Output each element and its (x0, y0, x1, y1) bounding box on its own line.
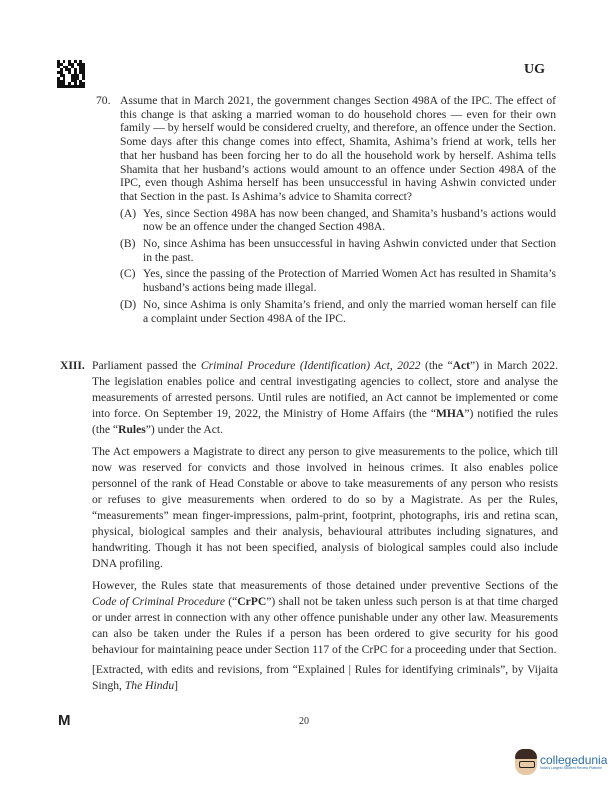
defined-term: CrPC (237, 595, 267, 608)
page-number: 20 (299, 716, 309, 727)
question-number: 70. (96, 94, 111, 107)
option-a (120, 207, 556, 234)
code-name: Code of Criminal Procedure (92, 595, 226, 608)
text: ”) under the Act. (145, 423, 224, 436)
mascot-icon (515, 749, 537, 775)
option-label: (B) (120, 237, 136, 251)
datamatrix-barcode-icon (57, 60, 85, 88)
option-c (120, 267, 556, 294)
paper-code-label: UG (524, 62, 545, 77)
question-stem: Assume that in March 2021, the government changes Section 498A of the IPC. The effect of this change is that asking a married woman to do household chores — even for their own family — by herself would be considered cruelty, and therefore, an offence under the Section. Some days after this change comes into effect, Shamita, Ashima’s friend at work, tells her that her husband has been forcing her to do all the household work by herself. Ashima tells Shamita that her husband’s actions would amount to an offence under Section 498A of the IPC, even though Ashima herself has been unsuccessful in having Ashwin convicted under that Section in the past. Is Ashima’s advice to Shamita correct? (120, 94, 556, 203)
passage-paragraph-1 (92, 358, 558, 438)
option-label: (C) (120, 267, 136, 281)
text: [Extracted, with edits and revisions, from “Explained | Rules for identifying criminals”, by Vijaita Singh, (92, 663, 558, 692)
text: ”) notified the rules (the “ (92, 407, 558, 436)
passage-paragraph-2: The Act empowers a Magistrate to direct any person to give measurements to the police, which till now was reserved for convicts and those involved in heinous crimes. It also enables police personnel of the rank of Head Constable or above to take measurements of any person who resists or refuses to give measurements when ordered to do so by a Magistrate. As per the Rules, “measurements” mean finger-impressions, palm-print, footprint, photographs, iris and retina scan, physical, biological samples and their analysis, behavioural attributes including signatures, and handwriting. Though it has not been specified, analysis of biological samples could also include DNA profiling. (92, 445, 558, 570)
option-text: Yes, since Section 498A has now been changed, and Shamita’s husband’s actions would now be an offence under the changed Section 498A. (143, 206, 556, 234)
defined-term: Rules (118, 423, 146, 436)
option-d (120, 298, 556, 325)
text: However, the Rules state that measurements of those detained under preventive Sections of the (92, 579, 558, 592)
question-70 (96, 94, 556, 325)
text: Parliament passed the (92, 359, 201, 372)
watermark-tagline: India's Largest Student Review Platform (540, 766, 603, 770)
option-text: Yes, since the passing of the Protection of Married Women Act has resulted in Shamita’s husband’s actions being made illegal. (143, 267, 556, 295)
text: (the “ (420, 359, 453, 372)
defined-term: MHA (435, 407, 465, 420)
citation (92, 662, 558, 694)
option-text: No, since Ashima has been unsuccessful in having Ashwin convicted under that Section in the past. (143, 237, 556, 264)
booklet-code: M (58, 712, 71, 729)
watermark-brand: collegedunia (540, 753, 608, 767)
collegedunia-watermark (515, 749, 607, 775)
passage-xiii (60, 358, 558, 700)
text: (“ (225, 595, 238, 608)
defined-term: Act (452, 359, 471, 372)
passage-paragraph-3 (92, 578, 558, 658)
text: ] (174, 679, 179, 692)
option-b (120, 237, 556, 264)
act-name: Criminal Procedure (Identification) Act, 2022 (200, 359, 421, 372)
option-label: (D) (120, 297, 137, 311)
source-name: The Hindu (124, 679, 175, 692)
option-label: (A) (120, 206, 137, 220)
text: ”) shall not be taken unless such person is at that time charged or under arrest in connection with any other offence punishable under any other law. Measurements can also be taken under the Rules if a person has been ordered to give security for his good behaviour for maintaining peace under Section 117 of the CrPC for a proceeding under that Section. (92, 595, 558, 656)
option-text: No, since Ashima is only Shamita’s friend, and only the married woman herself can file a complaint under Section 498A of the IPC. (143, 297, 556, 325)
passage-numeral: XIII. (60, 359, 85, 372)
text: ”) in March 2022. The legislation enables police and central investigating agencies to collect, store and analyse the measurements of arrested persons. Until rules are notified, an Act cannot be implemented or come into force. On September 19, 2022, the Ministry of Home Affairs (the “ (92, 359, 558, 420)
